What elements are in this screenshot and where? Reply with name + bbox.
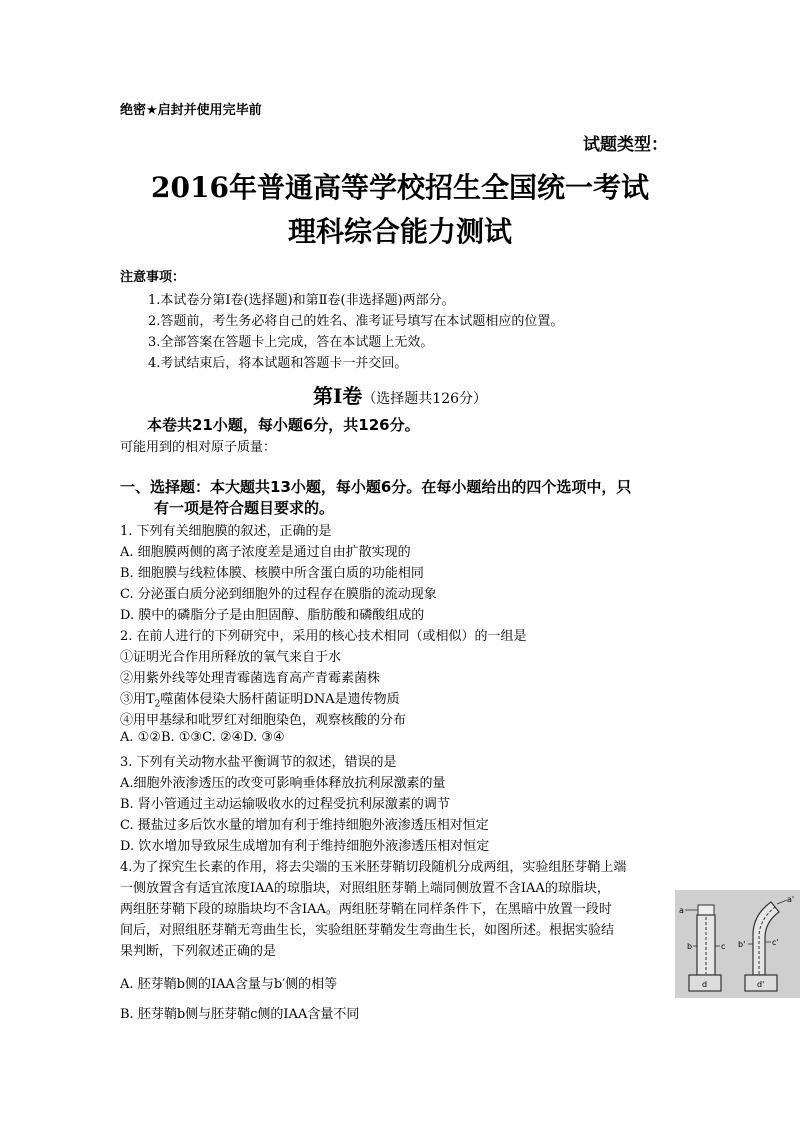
atomic-mass-note: 可能用到的相对原子质量： (120, 440, 277, 455)
q3-option-b: B. 肾小管通过主动运输吸收水的过程受抗利尿激素的调节 (120, 797, 450, 812)
q2-stem: 2. 在前人进行的下列研究中，采用的核心技术相同（或相似）的一组是 (120, 629, 527, 644)
q1-option-c: C. 分泌蛋白质分泌到细胞外的过程存在膜脂的流动现象 (120, 587, 437, 602)
q1-option-a: A. 细胞膜两侧的离子浓度差是通过自由扩散实现的 (120, 545, 411, 560)
q4-stem-line5: 果判断，下列叙述正确的是 (120, 944, 277, 959)
q3-stem: 3. 下列有关动物水盐平衡调节的叙述，错误的是 (120, 755, 397, 770)
confidential-notice: 绝密★启封并使用完毕前 (120, 103, 262, 118)
coleoptile-figure (675, 890, 800, 998)
q1-stem: 1. 下列有关细胞膜的叙述，正确的是 (120, 524, 332, 539)
label-d-prime: d' (757, 980, 765, 989)
exam-subtitle: 理科综合能力测试 (287, 215, 512, 248)
part1-heading (0, 380, 800, 409)
q2-item-3-post: 噬菌体侵染大肠杆菌证明DNA是遗传物质 (160, 692, 400, 707)
q2-item-3 (120, 688, 400, 710)
q2-item-2: ②用紫外线等处理青霉菌选育高产青霉素菌株 (120, 671, 381, 686)
q3-option-c: C. 摄盐过多后饮水量的增加有利于维持细胞外液渗透压相对恒定 (120, 818, 489, 833)
q4-stem-line2: 一侧放置含有适宜浓度IAA的琼脂块，对照组胚芽鞘上端同侧放置不含IAA的琼脂块， (120, 881, 610, 896)
section1-instructions-cont: 有一项是符合题目要求的。 (154, 499, 335, 517)
label-a-prime: a' (787, 895, 795, 904)
q2-options: A. ①②B. ①③C. ②④D. ③④ (120, 730, 285, 745)
part1-subtitle: （选择题共126分） (362, 391, 488, 407)
note-item: 3.全部答案在答题卡上完成，答在本试题上无效。 (148, 335, 434, 350)
part1-title: 第Ⅰ卷 (312, 384, 363, 408)
label-c-prime: c' (772, 938, 779, 947)
q4-stem-line4: 间后，对照组胚芽鞘无弯曲生长，实验组胚芽鞘发生弯曲生长，如图所述。根据实验结 (120, 923, 615, 938)
q1-option-d: D. 膜中的磷脂分子是由胆固醇、脂肪酸和磷酸组成的 (120, 608, 425, 623)
q3-option-a: A.细胞外液渗透压的改变可影响垂体释放抗利尿激素的量 (120, 776, 446, 791)
label-b: b (687, 942, 693, 951)
q4-option-a: A. 胚芽鞘b侧的IAA含量与b′侧的相等 (120, 977, 338, 992)
note-item: 2.答题前，考生务必将自己的姓名、准考证号填写在本试题相应的位置。 (148, 314, 564, 329)
label-b-prime: b' (738, 940, 746, 949)
q2-item-3-pre: ③用T (120, 692, 155, 707)
q4-option-b: B. 胚芽鞘b侧与胚芽鞘c侧的IAA含量不同 (120, 1007, 360, 1022)
agar-block-a (698, 905, 714, 915)
q3-option-d: D. 饮水增加导致尿生成增加有利于维持细胞外液渗透压相对恒定 (120, 839, 490, 854)
label-d: d (702, 980, 708, 989)
q4-stem-line1: 4.为了探究生长素的作用，将去尖端的玉米胚芽鞘切段随机分成两组，实验组胚芽鞘上端 (120, 860, 627, 875)
q1-option-b: B. 细胞膜与线粒体膜、核膜中所含蛋白质的功能相同 (120, 566, 424, 581)
note-item: 1.本试卷分第Ⅰ卷(选择题)和第Ⅱ卷(非选择题)两部分。 (148, 293, 455, 308)
note-item: 4.考试结束后，将本试题和答题卡一并交回。 (148, 356, 408, 371)
question-type-label: 试题类型： (583, 135, 668, 155)
part1-intro: 本卷共21小题，每小题6分，共126分。 (147, 416, 420, 434)
notes-heading: 注意事项： (120, 270, 186, 285)
q4-stem-line3: 两组胚芽鞘下段的琼脂块均不含IAA。两组胚芽鞘在同样条件下，在黑暗中放置一段时 (120, 902, 612, 917)
section1-instructions: 一、选择题：本大题共13小题，每小题6分。在每小题给出的四个选项中，只 (120, 478, 632, 496)
label-a: a (679, 906, 684, 915)
q2-item-3-sub: 2 (154, 699, 161, 710)
label-c: c (721, 942, 726, 951)
q2-item-4: ④用甲基绿和吡罗红对细胞染色，观察核酸的分布 (120, 713, 407, 728)
q2-item-1: ①证明光合作用所释放的氧气来自于水 (120, 650, 342, 665)
exam-title: 2016年普通高等学校招生全国统一考试 (151, 171, 649, 204)
